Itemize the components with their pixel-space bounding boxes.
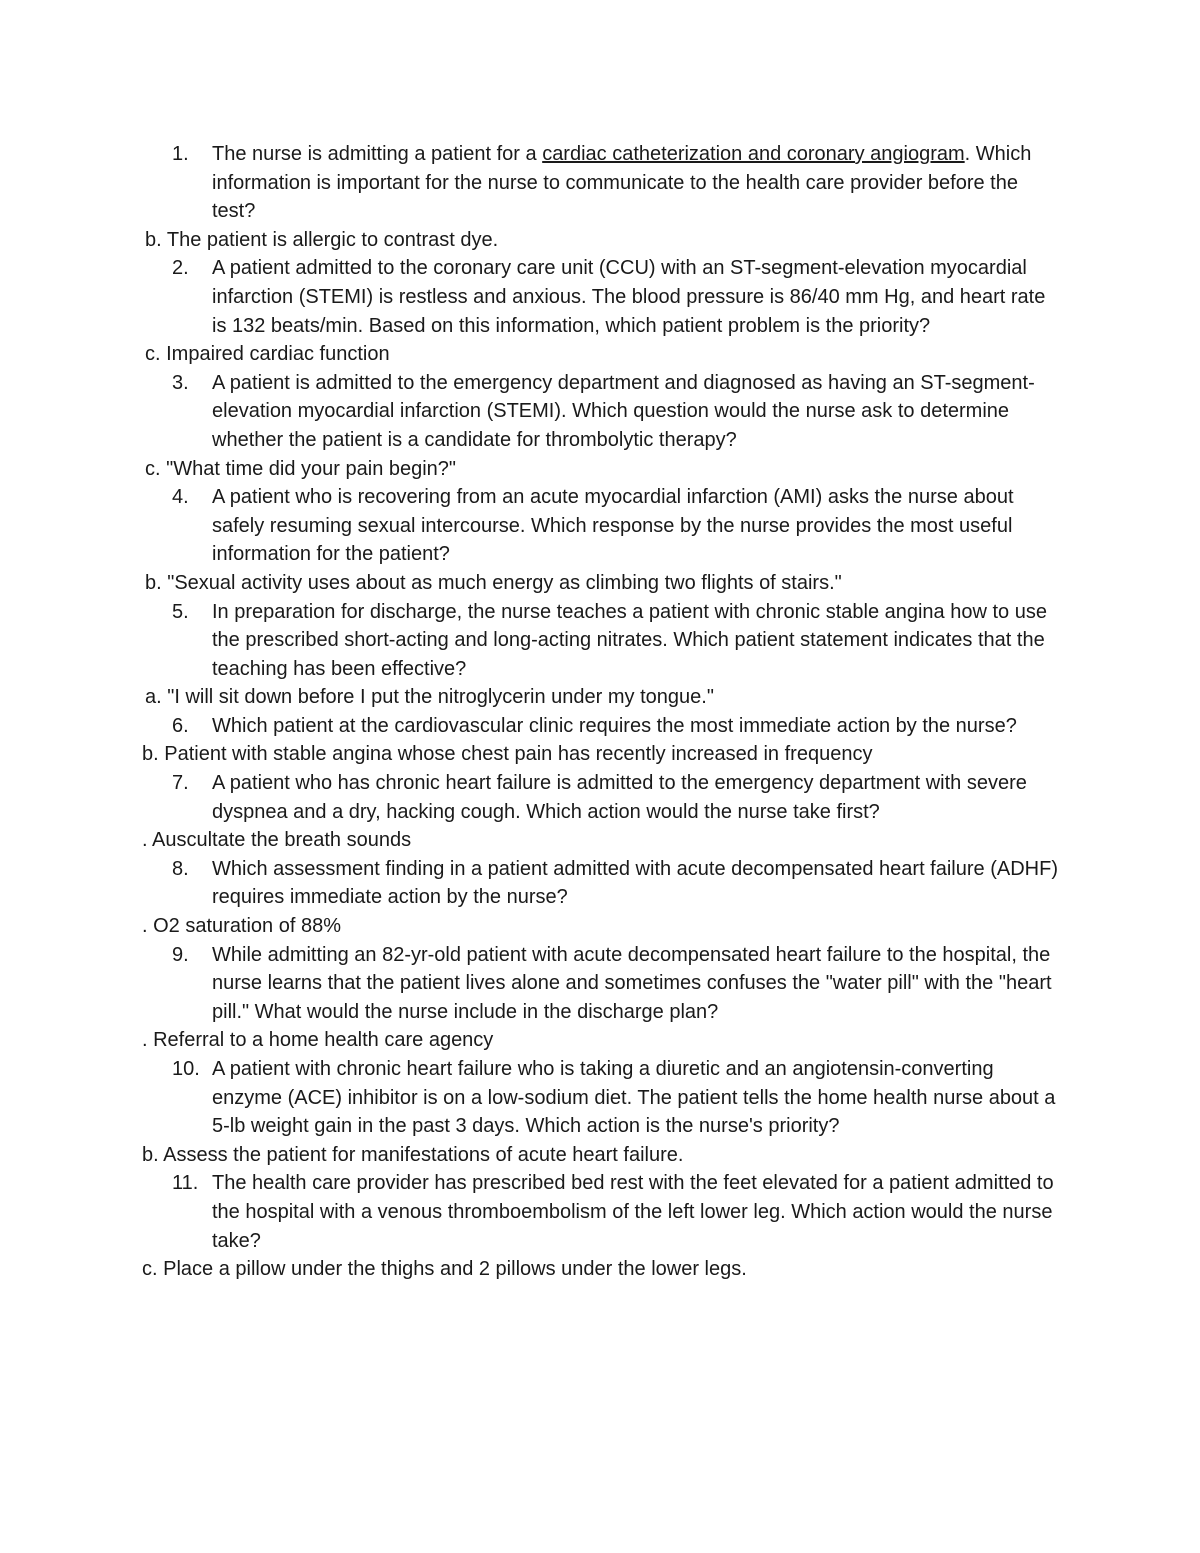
question-7: [0, 769, 1200, 826]
question-number: 11.: [172, 1172, 199, 1195]
question-text: A patient admitted to the coronary care unit (CCU) with an ST-segment-elevation myocardial infarction (STEMI) is restless and anxious. The blood pressure is 86/40 mm Hg, and heart rate is 132 beats/min. Based on this information, which patient problem is the priority?: [212, 257, 1046, 337]
question-11: [0, 1169, 1200, 1255]
answer-4: b. "Sexual activity uses about as much energy as climbing two flights of stairs.": [145, 571, 842, 594]
document-page: [0, 140, 1200, 1284]
question-number: 7.: [172, 772, 189, 795]
question-9: [0, 941, 1200, 1027]
answer-3: c. "What time did your pain begin?": [145, 457, 457, 480]
question-text: A patient who is recovering from an acute myocardial infarction (AMI) asks the nurse about safely resuming sexual intercourse. Which response by the nurse provides the most useful information for the patient?: [212, 486, 1014, 566]
question-text: While admitting an 82-yr-old patient with acute decompensated heart failure to the hospital, the nurse learns that the patient lives alone and sometimes confuses the "water pill" with the "heart pill." What would the nurse include in the discharge plan?: [212, 943, 1052, 1023]
question-number: 10.: [172, 1058, 200, 1080]
answer-1: b. The patient is allergic to contrast dye.: [145, 228, 499, 251]
question-number: 9.: [172, 943, 189, 966]
question-number: 2.: [172, 257, 189, 280]
question-number: 8.: [172, 857, 189, 880]
answer-8: . O2 saturation of 88%: [142, 915, 342, 938]
question-number: 5.: [172, 600, 189, 623]
question-3: [0, 369, 1200, 455]
question-4: [0, 483, 1200, 569]
question-text: A patient with chronic heart failure who is taking a diuretic and an angiotensin-converting enzyme (ACE) inhibitor is on a low-sodium diet. The patient tells the home health nurse about a 5-lb weight gain in the past 3 days. Which action is the nurse's priority?: [212, 1058, 1056, 1138]
question-10: [0, 1055, 1200, 1141]
question-number: 1.: [172, 143, 189, 165]
question-text: Which assessment finding in a patient admitted with acute decompensated heart failure (ADHF) requires immediate action by the nurse?: [212, 857, 1058, 909]
question-number: 3.: [172, 371, 189, 394]
answer-11: c. Place a pillow under the thighs and 2 pillows under the lower legs.: [142, 1258, 747, 1281]
question-text: A patient is admitted to the emergency department and diagnosed as having an ST-segment-elevation myocardial infarction (STEMI). Which question would the nurse ask to determine whether the patient is a candidate for thrombolytic therapy?: [212, 371, 1035, 451]
question-8: [0, 855, 1200, 912]
underlined-procedure: cardiac catheterization and coronary angiogram: [542, 143, 965, 165]
question-text: The health care provider has prescribed bed rest with the feet elevated for a patient admitted to the hospital with a venous thromboembolism of the left lower leg. Which action would the nurse take?: [212, 1172, 1054, 1252]
question-number: 6.: [172, 714, 189, 737]
question-text: In preparation for discharge, the nurse teaches a patient with chronic stable angina how to use the prescribed short-acting and long-acting nitrates. Which patient statement indicates that the teaching has been effective?: [212, 600, 1047, 680]
answer-10: b. Assess the patient for manifestations of acute heart failure.: [142, 1143, 684, 1166]
answer-6: b. Patient with stable angina whose chest pain has recently increased in frequency: [142, 743, 873, 766]
answer-2: c. Impaired cardiac function: [145, 343, 390, 366]
question-text: The nurse is admitting a patient for a cardiac catheterization and coronary angiogram. Which information is important for the nurse to communicate to the health care provider before the test?: [212, 143, 1032, 223]
answer-9: . Referral to a home health care agency: [142, 1029, 494, 1052]
question-5: [0, 598, 1200, 684]
question-2: [0, 254, 1200, 340]
question-1: [0, 140, 1200, 226]
question-text: Which patient at the cardiovascular clinic requires the most immediate action by the nurse?: [212, 714, 1017, 737]
question-6: [0, 712, 1200, 741]
question-number: 4.: [172, 486, 189, 509]
answer-7: . Auscultate the breath sounds: [142, 829, 412, 852]
answer-5: a. "I will sit down before I put the nitroglycerin under my tongue.": [145, 686, 714, 709]
question-text: A patient who has chronic heart failure is admitted to the emergency department with severe dyspnea and a dry, hacking cough. Which action would the nurse take first?: [212, 772, 1027, 823]
